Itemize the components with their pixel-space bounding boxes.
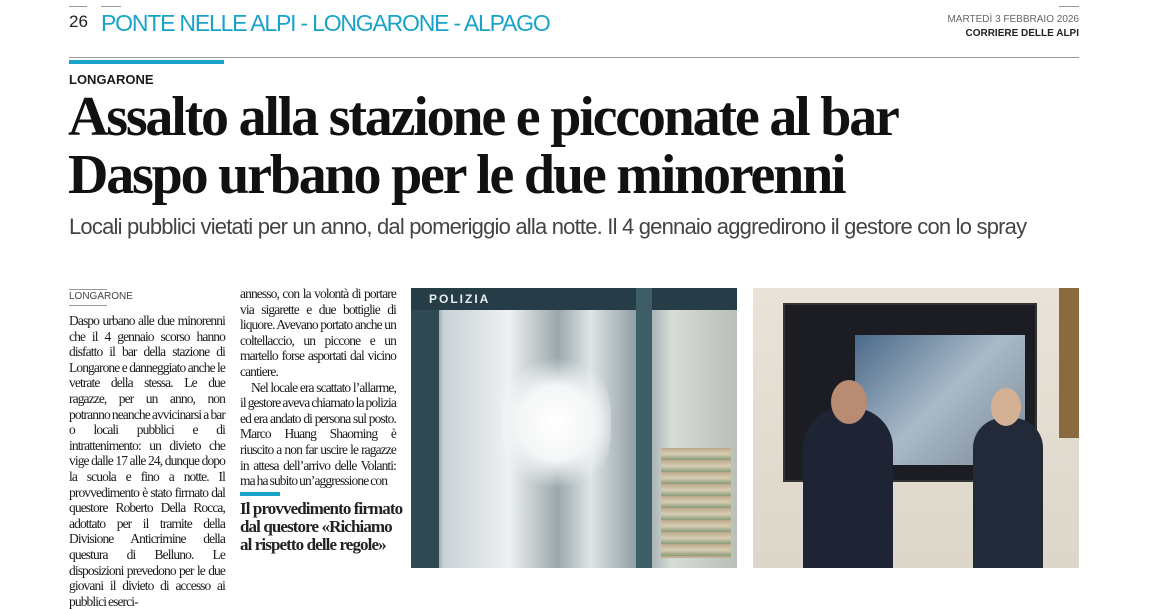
newspaper-name: CORRIERE DELLE ALPI	[965, 28, 1079, 39]
headline-line-2: Daspo urbano per le due minorenni	[68, 144, 845, 206]
page-number: 26	[69, 12, 88, 31]
accent-bar	[240, 492, 280, 496]
window-frame	[636, 288, 652, 568]
paragraph: annesso, con la volontà di portare via sigarette e due bottiglie di liquore. Avevano portato anche un coltellaccio, un piccone e un martello forse asportati dal vicino cantiere.	[240, 286, 396, 379]
headline-line-1: Assalto alla stazione e picconate al bar	[68, 86, 898, 148]
accent-bar	[69, 60, 224, 64]
article-column-2	[240, 286, 396, 489]
officer-1-head	[831, 380, 867, 424]
shelves	[661, 448, 731, 558]
subheadline: Locali pubblici vietati per un anno, dal pomeriggio alla notte. Il 4 gennaio aggredirono il gestore con lo spray	[69, 214, 1027, 239]
header-rule	[69, 57, 1079, 58]
officer-1	[803, 408, 893, 568]
officer-2	[973, 418, 1043, 568]
paragraph: Daspo urbano alle due minorenni che il 4 gennaio scorso hanno disfatto il bar della stazione di Longarone e danneggiato anche le vetrate della stessa. Le due ragazze, per un anno, non potranno neanche avvicinarsi a bar o locali pubblici e di intrattenimento: un divieto che vige dalle 17 alle 24, dunque dopo la scuola e fino a notte. Il provvedimento è stato firmato dal questore Roberto Della Rocca, adottato per il tramite della Divisione Anticrimine della questura di Belluno. Le disposizioni prevedono per le due giovani il divieto di accesso ai pubblici eserci-	[69, 313, 225, 609]
byline	[69, 289, 133, 302]
officer-2-head	[991, 388, 1021, 426]
divider	[69, 305, 107, 306]
issue-date: MARTEDÌ 3 FEBBRAIO 2026	[947, 14, 1079, 25]
photo-police-officers	[753, 288, 1079, 568]
byline-text: LONGARONE	[69, 291, 133, 302]
headline	[68, 88, 898, 204]
photo-smashed-window	[411, 288, 737, 568]
divider	[101, 6, 121, 7]
shattered-glass	[501, 348, 611, 498]
article-column-1	[69, 313, 225, 609]
kicker: LONGARONE	[69, 72, 154, 87]
polizia-sign: POLIZIA	[429, 292, 491, 306]
sidebar-headline: Il provvedimento firmato dal questore «Richiamo al rispetto delle regole»	[240, 499, 403, 554]
door-frame	[411, 310, 439, 568]
picture-frame	[1059, 288, 1079, 438]
section-title: PONTE NELLE ALPI - LONGARONE - ALPAGO	[101, 10, 550, 36]
paragraph: Nel locale era scattato l’allarme, il gestore aveva chiamato la polizia ed era andato di persona sul posto. Marco Huang Shaoming è riuscito a non far uscire le ragazze in attesa dell’arrivo delle Volanti: ma ha subito un’aggressione con	[240, 379, 396, 489]
divider	[1059, 6, 1079, 7]
divider	[69, 6, 87, 7]
